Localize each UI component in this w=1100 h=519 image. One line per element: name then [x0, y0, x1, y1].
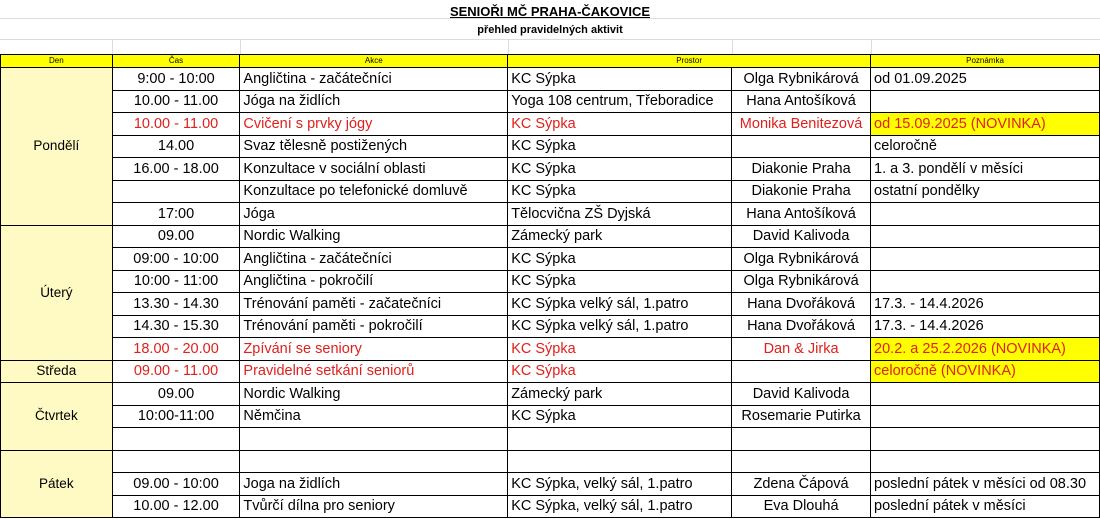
activity-cell: Jóga	[240, 203, 508, 226]
note-cell: celoročně	[871, 135, 1100, 158]
lead-cell	[732, 450, 871, 473]
place-cell: KC Sýpka	[508, 158, 732, 181]
lead-cell: Olga Rybnikárová	[732, 248, 871, 271]
table-row	[1, 315, 1100, 338]
sheet-title: SENIOŘI MČ PRAHA-ČAKOVICE	[449, 4, 651, 19]
activity-cell: Konzultace v sociální oblasti	[240, 158, 508, 181]
time-cell: 9:00 - 10:00	[112, 68, 240, 91]
lead-cell: Eva Dlouhá	[732, 495, 871, 518]
table-row-empty	[1, 428, 1100, 451]
lead-cell	[732, 135, 871, 158]
header-cas: Čas	[112, 55, 240, 68]
place-cell	[508, 428, 732, 451]
day-cell-patek: Pátek	[1, 450, 113, 518]
activity-cell: Nordic Walking	[240, 383, 508, 406]
place-cell: Yoga 108 centrum, Třeboradice	[508, 90, 732, 113]
place-cell: KC Sýpka	[508, 405, 732, 428]
lead-cell: Diakonie Praha	[732, 180, 871, 203]
activity-cell: Angličtina - začátečníci	[240, 68, 508, 91]
table-row-new	[1, 113, 1100, 136]
activity-cell: Pravidelné setkání seniorů	[240, 360, 508, 383]
place-cell: Tělocvična ZŠ Dyjská	[508, 203, 732, 226]
place-cell: KC Sýpka	[508, 180, 732, 203]
note-cell	[871, 405, 1100, 428]
activity-cell: Nordic Walking	[240, 225, 508, 248]
lead-cell: David Kalivoda	[732, 225, 871, 248]
table-row	[1, 135, 1100, 158]
activity-cell: Němčina	[240, 405, 508, 428]
table-row	[1, 383, 1100, 406]
note-cell: 17.3. - 14.4.2026	[871, 293, 1100, 316]
time-cell	[112, 180, 240, 203]
place-cell: KC Sýpka	[508, 113, 732, 136]
table-row	[1, 270, 1100, 293]
lead-cell: David Kalivoda	[732, 383, 871, 406]
place-cell: KC Sýpka	[508, 360, 732, 383]
note-cell-highlighted: 20.2. a 25.2.2026 (NOVINKA)	[871, 338, 1100, 361]
table-row	[1, 293, 1100, 316]
time-cell: 14.00	[112, 135, 240, 158]
lead-cell: Olga Rybnikárová	[732, 68, 871, 91]
time-cell: 17:00	[112, 203, 240, 226]
lead-cell: Olga Rybnikárová	[732, 270, 871, 293]
note-cell: poslední pátek v měsíci od 08.30	[871, 473, 1100, 496]
place-cell: KC Sýpka velký sál, 1.patro	[508, 293, 732, 316]
activity-cell: Svaz tělesně postižených	[240, 135, 508, 158]
table-row	[1, 180, 1100, 203]
note-cell	[871, 90, 1100, 113]
place-cell: KC Sýpka	[508, 68, 732, 91]
lead-cell: Rosemarie Putirka	[732, 405, 871, 428]
lead-cell: Hana Dvořáková	[732, 293, 871, 316]
lead-cell: Dan & Jirka	[732, 338, 871, 361]
day-cell-utery: Úterý	[1, 225, 113, 360]
note-cell	[871, 450, 1100, 473]
activity-cell: Angličtina - pokročilí	[240, 270, 508, 293]
activity-cell: Joga na židlích	[240, 473, 508, 496]
time-cell: 09.00	[112, 383, 240, 406]
header-den: Den	[1, 55, 113, 68]
time-cell: 14.30 - 15.30	[112, 315, 240, 338]
day-cell-streda: Středa	[1, 360, 113, 383]
table-row	[1, 68, 1100, 91]
table-row-new	[1, 360, 1100, 383]
time-cell: 09.00 - 11.00	[112, 360, 240, 383]
time-cell: 13.30 - 14.30	[112, 293, 240, 316]
activity-cell: Cvičení s prvky jógy	[240, 113, 508, 136]
time-cell: 10.00 - 11.00	[112, 113, 240, 136]
time-cell: 10.00 - 11.00	[112, 90, 240, 113]
activity-cell: Tvůrčí dílna pro seniory	[240, 495, 508, 518]
activity-cell: Konzultace po telefonické domluvě	[240, 180, 508, 203]
place-cell: KC Sýpka velký sál, 1.patro	[508, 315, 732, 338]
place-cell	[508, 450, 732, 473]
note-cell: 1. a 3. pondělí v měsíci	[871, 158, 1100, 181]
activity-cell	[240, 450, 508, 473]
header-prostor: Prostor	[508, 55, 871, 68]
time-cell: 09.00 - 10:00	[112, 473, 240, 496]
time-cell	[112, 450, 240, 473]
time-cell: 18.00 - 20.00	[112, 338, 240, 361]
table-row	[1, 248, 1100, 271]
place-cell: KC Sýpka, velký sál, 1.patro	[508, 473, 732, 496]
table-row-empty	[1, 450, 1100, 473]
time-cell: 16.00 - 18.00	[112, 158, 240, 181]
table-row	[1, 158, 1100, 181]
note-cell: ostatní pondělky	[871, 180, 1100, 203]
lead-cell: Hana Dvořáková	[732, 315, 871, 338]
note-cell-highlighted: od 15.09.2025 (NOVINKA)	[871, 113, 1100, 136]
note-cell	[871, 428, 1100, 451]
note-cell	[871, 203, 1100, 226]
sheet-subtitle: přehled pravidelných aktivit	[477, 24, 623, 36]
header-akce: Akce	[240, 55, 508, 68]
note-cell: od 01.09.2025	[871, 68, 1100, 91]
time-cell	[112, 428, 240, 451]
table-row	[1, 495, 1100, 518]
note-cell	[871, 270, 1100, 293]
time-cell: 10:00 - 11:00	[112, 270, 240, 293]
lead-cell: Zdena Čápová	[732, 473, 871, 496]
lead-cell: Diakonie Praha	[732, 158, 871, 181]
activity-cell	[240, 428, 508, 451]
time-cell: 09.00	[112, 225, 240, 248]
note-cell	[871, 248, 1100, 271]
activity-cell: Trénování paměti - začatečníci	[240, 293, 508, 316]
activity-cell: Trénování paměti - pokročilí	[240, 315, 508, 338]
header-poznamka: Poznámka	[871, 55, 1100, 68]
time-cell: 09:00 - 10:00	[112, 248, 240, 271]
place-cell: KC Sýpka	[508, 135, 732, 158]
activity-cell: Zpívání se seniory	[240, 338, 508, 361]
note-cell	[871, 225, 1100, 248]
day-cell-pondeli: Pondělí	[1, 68, 113, 226]
place-cell: Zámecký park	[508, 383, 732, 406]
header-row	[1, 55, 1100, 68]
lead-cell	[732, 360, 871, 383]
lead-cell	[732, 428, 871, 451]
note-cell	[871, 383, 1100, 406]
activity-cell: Jóga na židlích	[240, 90, 508, 113]
table-row-new	[1, 338, 1100, 361]
table-row	[1, 90, 1100, 113]
note-cell: poslední pátek v měsíci	[871, 495, 1100, 518]
place-cell: KC Sýpka	[508, 338, 732, 361]
lead-cell: Monika Benitezová	[732, 113, 871, 136]
place-cell: KC Sýpka	[508, 248, 732, 271]
table-row	[1, 405, 1100, 428]
time-cell: 10.00 - 12.00	[112, 495, 240, 518]
table-row	[1, 203, 1100, 226]
table-row	[1, 225, 1100, 248]
lead-cell: Hana Antošíková	[732, 203, 871, 226]
time-cell: 10:00-11:00	[112, 405, 240, 428]
note-cell: 17.3. - 14.4.2026	[871, 315, 1100, 338]
activities-table	[0, 54, 1100, 518]
place-cell: Zámecký park	[508, 225, 732, 248]
place-cell: KC Sýpka	[508, 270, 732, 293]
place-cell: KC Sýpka, velký sál, 1.patro	[508, 495, 732, 518]
day-cell-ctvrtek: Čtvrtek	[1, 383, 113, 451]
activity-cell: Angličtina - začátečníci	[240, 248, 508, 271]
note-cell-highlighted: celoročně (NOVINKA)	[871, 360, 1100, 383]
lead-cell: Hana Antošíková	[732, 90, 871, 113]
table-row	[1, 473, 1100, 496]
